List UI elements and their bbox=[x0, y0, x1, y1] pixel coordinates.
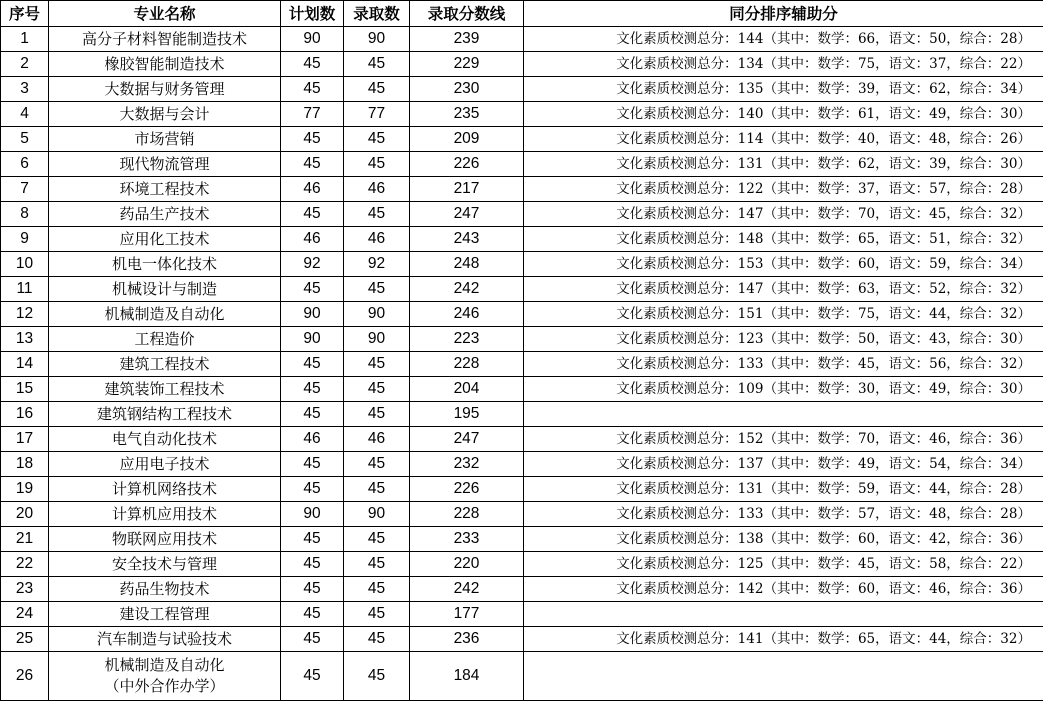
cell-admit: 45 bbox=[344, 402, 410, 427]
cell-major: 环境工程技术 bbox=[49, 177, 281, 202]
table-row bbox=[1, 427, 1043, 452]
cell-score: 248 bbox=[410, 252, 524, 277]
cell-admit: 45 bbox=[344, 652, 410, 701]
table-row bbox=[1, 277, 1043, 302]
cell-plan: 45 bbox=[281, 127, 344, 152]
table-row bbox=[1, 127, 1043, 152]
cell-admit: 46 bbox=[344, 177, 410, 202]
cell-admit: 45 bbox=[344, 627, 410, 652]
table-row bbox=[1, 627, 1043, 652]
cell-major: 现代物流管理 bbox=[49, 152, 281, 177]
cell-aux: 文化素质校测总分：109（其中：数学：30，语文：49，综合：30） bbox=[524, 377, 1043, 402]
cell-score: 228 bbox=[410, 352, 524, 377]
table-row bbox=[1, 52, 1043, 77]
cell-seq: 16 bbox=[1, 402, 49, 427]
cell-seq: 11 bbox=[1, 277, 49, 302]
cell-aux: 文化素质校测总分：131（其中：数学：62，语文：39，综合：30） bbox=[524, 152, 1043, 177]
cell-aux: 文化素质校测总分：133（其中：数学：45，语文：56，综合：32） bbox=[524, 352, 1043, 377]
cell-plan: 45 bbox=[281, 627, 344, 652]
cell-score: 228 bbox=[410, 502, 524, 527]
cell-major: 建筑工程技术 bbox=[49, 352, 281, 377]
cell-seq: 3 bbox=[1, 77, 49, 102]
cell-seq: 22 bbox=[1, 552, 49, 577]
table-row bbox=[1, 402, 1043, 427]
table-row bbox=[1, 502, 1043, 527]
cell-score: 226 bbox=[410, 152, 524, 177]
cell-plan: 90 bbox=[281, 327, 344, 352]
cell-plan: 90 bbox=[281, 502, 344, 527]
cell-aux: 文化素质校测总分：142（其中：数学：60，语文：46，综合：36） bbox=[524, 577, 1043, 602]
cell-plan: 45 bbox=[281, 77, 344, 102]
cell-aux: 文化素质校测总分：135（其中：数学：39，语文：62，综合：34） bbox=[524, 77, 1043, 102]
table-row bbox=[1, 452, 1043, 477]
cell-major: 机械制造及自动化 bbox=[49, 302, 281, 327]
cell-aux: 文化素质校测总分：148（其中：数学：65，语文：51，综合：32） bbox=[524, 227, 1043, 252]
cell-plan: 46 bbox=[281, 427, 344, 452]
cell-score: 247 bbox=[410, 427, 524, 452]
table-row bbox=[1, 227, 1043, 252]
cell-plan: 45 bbox=[281, 577, 344, 602]
table-row bbox=[1, 352, 1043, 377]
cell-score: 242 bbox=[410, 277, 524, 302]
cell-plan: 45 bbox=[281, 52, 344, 77]
cell-admit: 46 bbox=[344, 427, 410, 452]
cell-major: 应用电子技术 bbox=[49, 452, 281, 477]
cell-aux: 文化素质校测总分：152（其中：数学：70，语文：46，综合：36） bbox=[524, 427, 1043, 452]
cell-score: 217 bbox=[410, 177, 524, 202]
cell-plan: 46 bbox=[281, 227, 344, 252]
cell-score: 236 bbox=[410, 627, 524, 652]
cell-plan: 45 bbox=[281, 477, 344, 502]
table-row bbox=[1, 152, 1043, 177]
cell-seq: 15 bbox=[1, 377, 49, 402]
table-row bbox=[1, 477, 1043, 502]
cell-aux: 文化素质校测总分：114（其中：数学：40，语文：48，综合：26） bbox=[524, 127, 1043, 152]
cell-score: 204 bbox=[410, 377, 524, 402]
cell-seq: 8 bbox=[1, 202, 49, 227]
cell-aux: 文化素质校测总分：151（其中：数学：75，语文：44，综合：32） bbox=[524, 302, 1043, 327]
table-row bbox=[1, 327, 1043, 352]
cell-major: 机电一体化技术 bbox=[49, 252, 281, 277]
cell-admit: 90 bbox=[344, 327, 410, 352]
cell-seq: 17 bbox=[1, 427, 49, 452]
cell-major bbox=[49, 652, 281, 701]
cell-aux: 文化素质校测总分：134（其中：数学：75，语文：37，综合：22） bbox=[524, 52, 1043, 77]
cell-score: 235 bbox=[410, 102, 524, 127]
cell-score: 223 bbox=[410, 327, 524, 352]
cell-seq: 1 bbox=[1, 27, 49, 52]
cell-seq: 5 bbox=[1, 127, 49, 152]
cell-score: 184 bbox=[410, 652, 524, 701]
cell-plan: 45 bbox=[281, 652, 344, 701]
cell-plan: 77 bbox=[281, 102, 344, 127]
table-row bbox=[1, 177, 1043, 202]
cell-major-line2: （中外合作办学） bbox=[49, 676, 280, 697]
cell-score: 195 bbox=[410, 402, 524, 427]
cell-admit: 45 bbox=[344, 77, 410, 102]
table-row bbox=[1, 202, 1043, 227]
cell-major: 工程造价 bbox=[49, 327, 281, 352]
table-row bbox=[1, 27, 1043, 52]
table-row bbox=[1, 102, 1043, 127]
cell-admit: 45 bbox=[344, 127, 410, 152]
table-body bbox=[1, 27, 1043, 701]
cell-aux: 文化素质校测总分：140（其中：数学：61，语文：49，综合：30） bbox=[524, 102, 1043, 127]
cell-score: 239 bbox=[410, 27, 524, 52]
cell-aux: 文化素质校测总分：137（其中：数学：49，语文：54，综合：34） bbox=[524, 452, 1043, 477]
cell-admit: 45 bbox=[344, 477, 410, 502]
cell-score: 229 bbox=[410, 52, 524, 77]
table-row bbox=[1, 77, 1043, 102]
cell-plan: 90 bbox=[281, 27, 344, 52]
cell-major: 市场营销 bbox=[49, 127, 281, 152]
table-row bbox=[1, 527, 1043, 552]
cell-admit: 45 bbox=[344, 527, 410, 552]
cell-aux bbox=[524, 602, 1043, 627]
cell-aux: 文化素质校测总分：141（其中：数学：65，语文：44，综合：32） bbox=[524, 627, 1043, 652]
cell-admit: 90 bbox=[344, 502, 410, 527]
cell-seq: 23 bbox=[1, 577, 49, 602]
cell-seq: 9 bbox=[1, 227, 49, 252]
cell-seq: 13 bbox=[1, 327, 49, 352]
cell-seq: 14 bbox=[1, 352, 49, 377]
cell-score: 226 bbox=[410, 477, 524, 502]
cell-score: 246 bbox=[410, 302, 524, 327]
cell-seq: 18 bbox=[1, 452, 49, 477]
header-admit: 录取数 bbox=[344, 1, 410, 27]
cell-plan: 45 bbox=[281, 552, 344, 577]
cell-aux: 文化素质校测总分：144（其中：数学：66，语文：50，综合：28） bbox=[524, 27, 1043, 52]
header-score: 录取分数线 bbox=[410, 1, 524, 27]
header-row bbox=[1, 1, 1043, 27]
cell-score: 243 bbox=[410, 227, 524, 252]
cell-major: 应用化工技术 bbox=[49, 227, 281, 252]
cell-admit: 90 bbox=[344, 302, 410, 327]
cell-aux bbox=[524, 652, 1043, 701]
cell-score: 247 bbox=[410, 202, 524, 227]
cell-aux: 文化素质校测总分：147（其中：数学：70，语文：45，综合：32） bbox=[524, 202, 1043, 227]
cell-plan: 45 bbox=[281, 527, 344, 552]
table-row bbox=[1, 552, 1043, 577]
cell-major: 计算机网络技术 bbox=[49, 477, 281, 502]
cell-plan: 45 bbox=[281, 202, 344, 227]
cell-major: 橡胶智能制造技术 bbox=[49, 52, 281, 77]
cell-major: 物联网应用技术 bbox=[49, 527, 281, 552]
cell-major: 计算机应用技术 bbox=[49, 502, 281, 527]
cell-plan: 45 bbox=[281, 377, 344, 402]
cell-major: 建筑装饰工程技术 bbox=[49, 377, 281, 402]
cell-score: 220 bbox=[410, 552, 524, 577]
cell-major: 建筑钢结构工程技术 bbox=[49, 402, 281, 427]
cell-seq: 26 bbox=[1, 652, 49, 701]
cell-admit: 45 bbox=[344, 152, 410, 177]
cell-plan: 45 bbox=[281, 277, 344, 302]
cell-plan: 45 bbox=[281, 402, 344, 427]
cell-aux: 文化素质校测总分：122（其中：数学：37，语文：57，综合：28） bbox=[524, 177, 1043, 202]
table-row bbox=[1, 377, 1043, 402]
cell-score: 232 bbox=[410, 452, 524, 477]
header-plan: 计划数 bbox=[281, 1, 344, 27]
table-row bbox=[1, 577, 1043, 602]
cell-major: 药品生物技术 bbox=[49, 577, 281, 602]
cell-admit: 46 bbox=[344, 227, 410, 252]
table-row bbox=[1, 252, 1043, 277]
cell-admit: 45 bbox=[344, 552, 410, 577]
cell-seq: 6 bbox=[1, 152, 49, 177]
table-row bbox=[1, 652, 1043, 701]
cell-major: 建设工程管理 bbox=[49, 602, 281, 627]
header-seq: 序号 bbox=[1, 1, 49, 27]
cell-aux bbox=[524, 402, 1043, 427]
cell-score: 230 bbox=[410, 77, 524, 102]
cell-aux: 文化素质校测总分：123（其中：数学：50，语文：43，综合：30） bbox=[524, 327, 1043, 352]
cell-aux: 文化素质校测总分：153（其中：数学：60，语文：59，综合：34） bbox=[524, 252, 1043, 277]
cell-plan: 46 bbox=[281, 177, 344, 202]
table-row bbox=[1, 602, 1043, 627]
cell-aux: 文化素质校测总分：131（其中：数学：59，语文：44，综合：28） bbox=[524, 477, 1043, 502]
table-row bbox=[1, 302, 1043, 327]
cell-seq: 20 bbox=[1, 502, 49, 527]
cell-seq: 21 bbox=[1, 527, 49, 552]
cell-admit: 45 bbox=[344, 277, 410, 302]
cell-admit: 45 bbox=[344, 602, 410, 627]
cell-plan: 45 bbox=[281, 452, 344, 477]
cell-plan: 45 bbox=[281, 602, 344, 627]
header-aux: 同分排序辅助分 bbox=[524, 1, 1043, 27]
cell-plan: 45 bbox=[281, 352, 344, 377]
cell-aux: 文化素质校测总分：147（其中：数学：63，语文：52，综合：32） bbox=[524, 277, 1043, 302]
cell-admit: 90 bbox=[344, 27, 410, 52]
header-major: 专业名称 bbox=[49, 1, 281, 27]
cell-admit: 45 bbox=[344, 352, 410, 377]
cell-plan: 90 bbox=[281, 302, 344, 327]
cell-seq: 10 bbox=[1, 252, 49, 277]
cell-major: 汽车制造与试验技术 bbox=[49, 627, 281, 652]
cell-admit: 45 bbox=[344, 577, 410, 602]
cell-admit: 45 bbox=[344, 377, 410, 402]
cell-major-line1: 机械制造及自动化 bbox=[49, 655, 280, 676]
cell-plan: 92 bbox=[281, 252, 344, 277]
cell-score: 242 bbox=[410, 577, 524, 602]
cell-admit: 45 bbox=[344, 202, 410, 227]
cell-major: 机械设计与制造 bbox=[49, 277, 281, 302]
cell-score: 233 bbox=[410, 527, 524, 552]
cell-aux: 文化素质校测总分：133（其中：数学：57，语文：48，综合：28） bbox=[524, 502, 1043, 527]
cell-major: 高分子材料智能制造技术 bbox=[49, 27, 281, 52]
cell-plan: 45 bbox=[281, 152, 344, 177]
cell-major: 安全技术与管理 bbox=[49, 552, 281, 577]
cell-admit: 45 bbox=[344, 52, 410, 77]
cell-score: 177 bbox=[410, 602, 524, 627]
cell-admit: 45 bbox=[344, 452, 410, 477]
cell-admit: 92 bbox=[344, 252, 410, 277]
cell-aux: 文化素质校测总分：138（其中：数学：60，语文：42，综合：36） bbox=[524, 527, 1043, 552]
cell-seq: 24 bbox=[1, 602, 49, 627]
cell-seq: 19 bbox=[1, 477, 49, 502]
cell-seq: 4 bbox=[1, 102, 49, 127]
cell-major: 药品生产技术 bbox=[49, 202, 281, 227]
cell-seq: 2 bbox=[1, 52, 49, 77]
cell-admit: 77 bbox=[344, 102, 410, 127]
cell-seq: 7 bbox=[1, 177, 49, 202]
cell-seq: 25 bbox=[1, 627, 49, 652]
cell-major: 大数据与财务管理 bbox=[49, 77, 281, 102]
cell-aux: 文化素质校测总分：125（其中：数学：45，语文：58，综合：22） bbox=[524, 552, 1043, 577]
cell-seq: 12 bbox=[1, 302, 49, 327]
cell-major: 电气自动化技术 bbox=[49, 427, 281, 452]
cell-score: 209 bbox=[410, 127, 524, 152]
cell-major: 大数据与会计 bbox=[49, 102, 281, 127]
